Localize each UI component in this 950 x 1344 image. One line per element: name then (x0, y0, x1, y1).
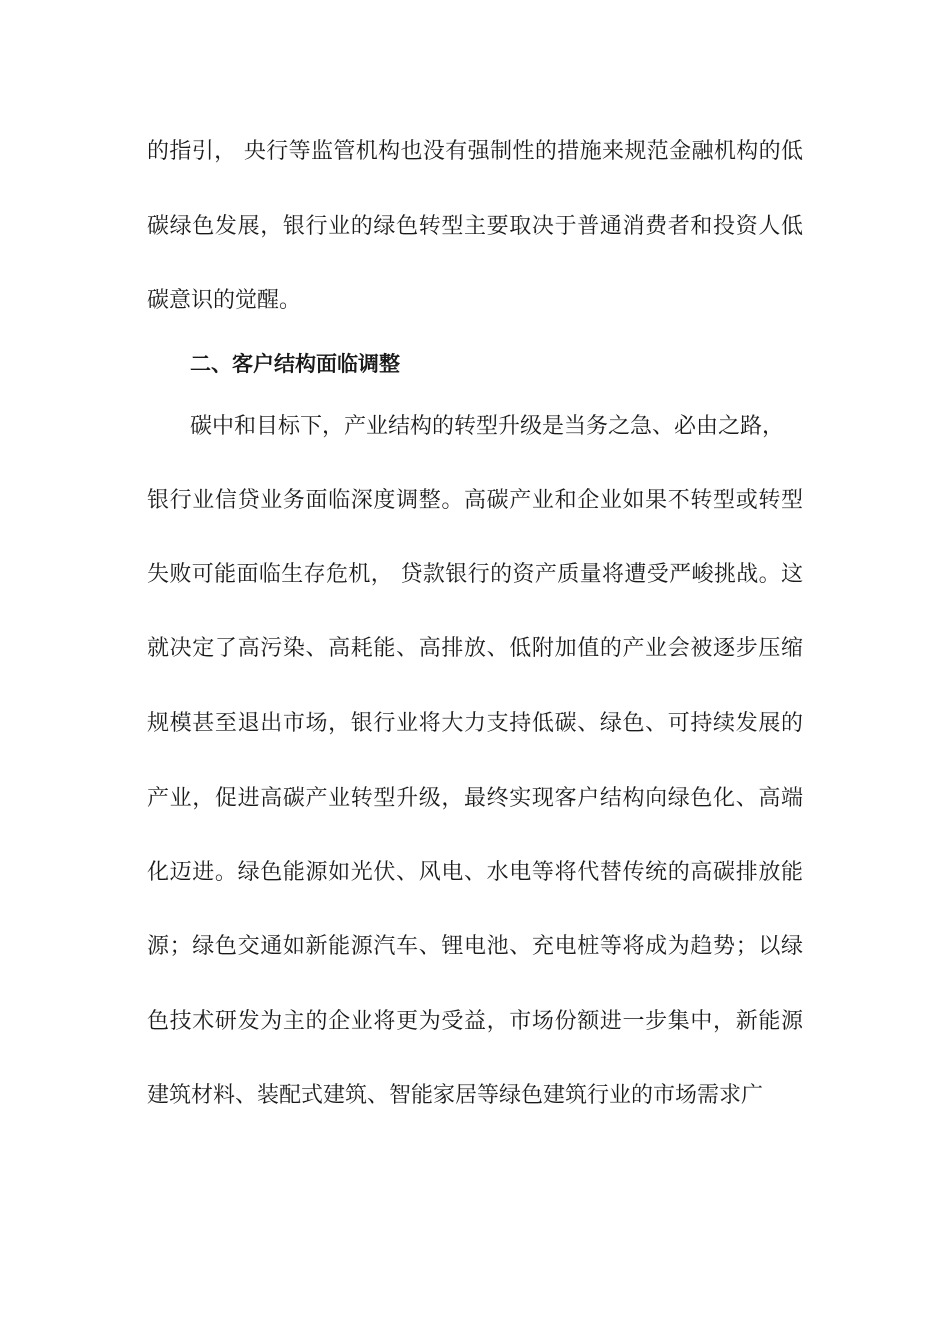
section-heading: 二、客户结构面临调整 (190, 352, 400, 376)
text-line: 源；绿色交通如新能源汽车、锂电池、充电桩等将成为趋势；以绿 (147, 934, 803, 959)
text-line: 碳意识的觉醒。 (147, 288, 302, 313)
text-line: 银行业信贷业务面临深度调整。高碳产业和企业如果不转型或转型 (147, 488, 803, 513)
text-line: 规模甚至退出市场，银行业将大力支持低碳、绿色、可持续发展的 (147, 711, 803, 736)
text-line: 化迈进。绿色能源如光伏、风电、水电等将代替传统的高碳排放能 (147, 860, 803, 885)
text-line: 就决定了高污染、高耗能、高排放、低附加值的产业会被逐步压缩 (147, 636, 803, 661)
text-line: 的指引， 央行等监管机构也没有强制性的措施来规范金融机构的低 (147, 139, 803, 164)
text-line: 失败可能面临生存危机， 贷款银行的资产质量将遭受严峻挑战。这 (147, 562, 803, 587)
text-line: 产业，促进高碳产业转型升级，最终实现客户结构向绿色化、高端 (147, 786, 803, 811)
text-line: 碳中和目标下，产业结构的转型升级是当务之急、必由之路， (190, 414, 785, 439)
text-line: 碳绿色发展，银行业的绿色转型主要取决于普通消费者和投资人低 (147, 214, 803, 239)
text-line: 色技术研发为主的企业将更为受益，市场份额进一步集中，新能源 (147, 1009, 803, 1034)
text-line: 建筑材料、装配式建筑、智能家居等绿色建筑行业的市场需求广 (147, 1083, 764, 1108)
